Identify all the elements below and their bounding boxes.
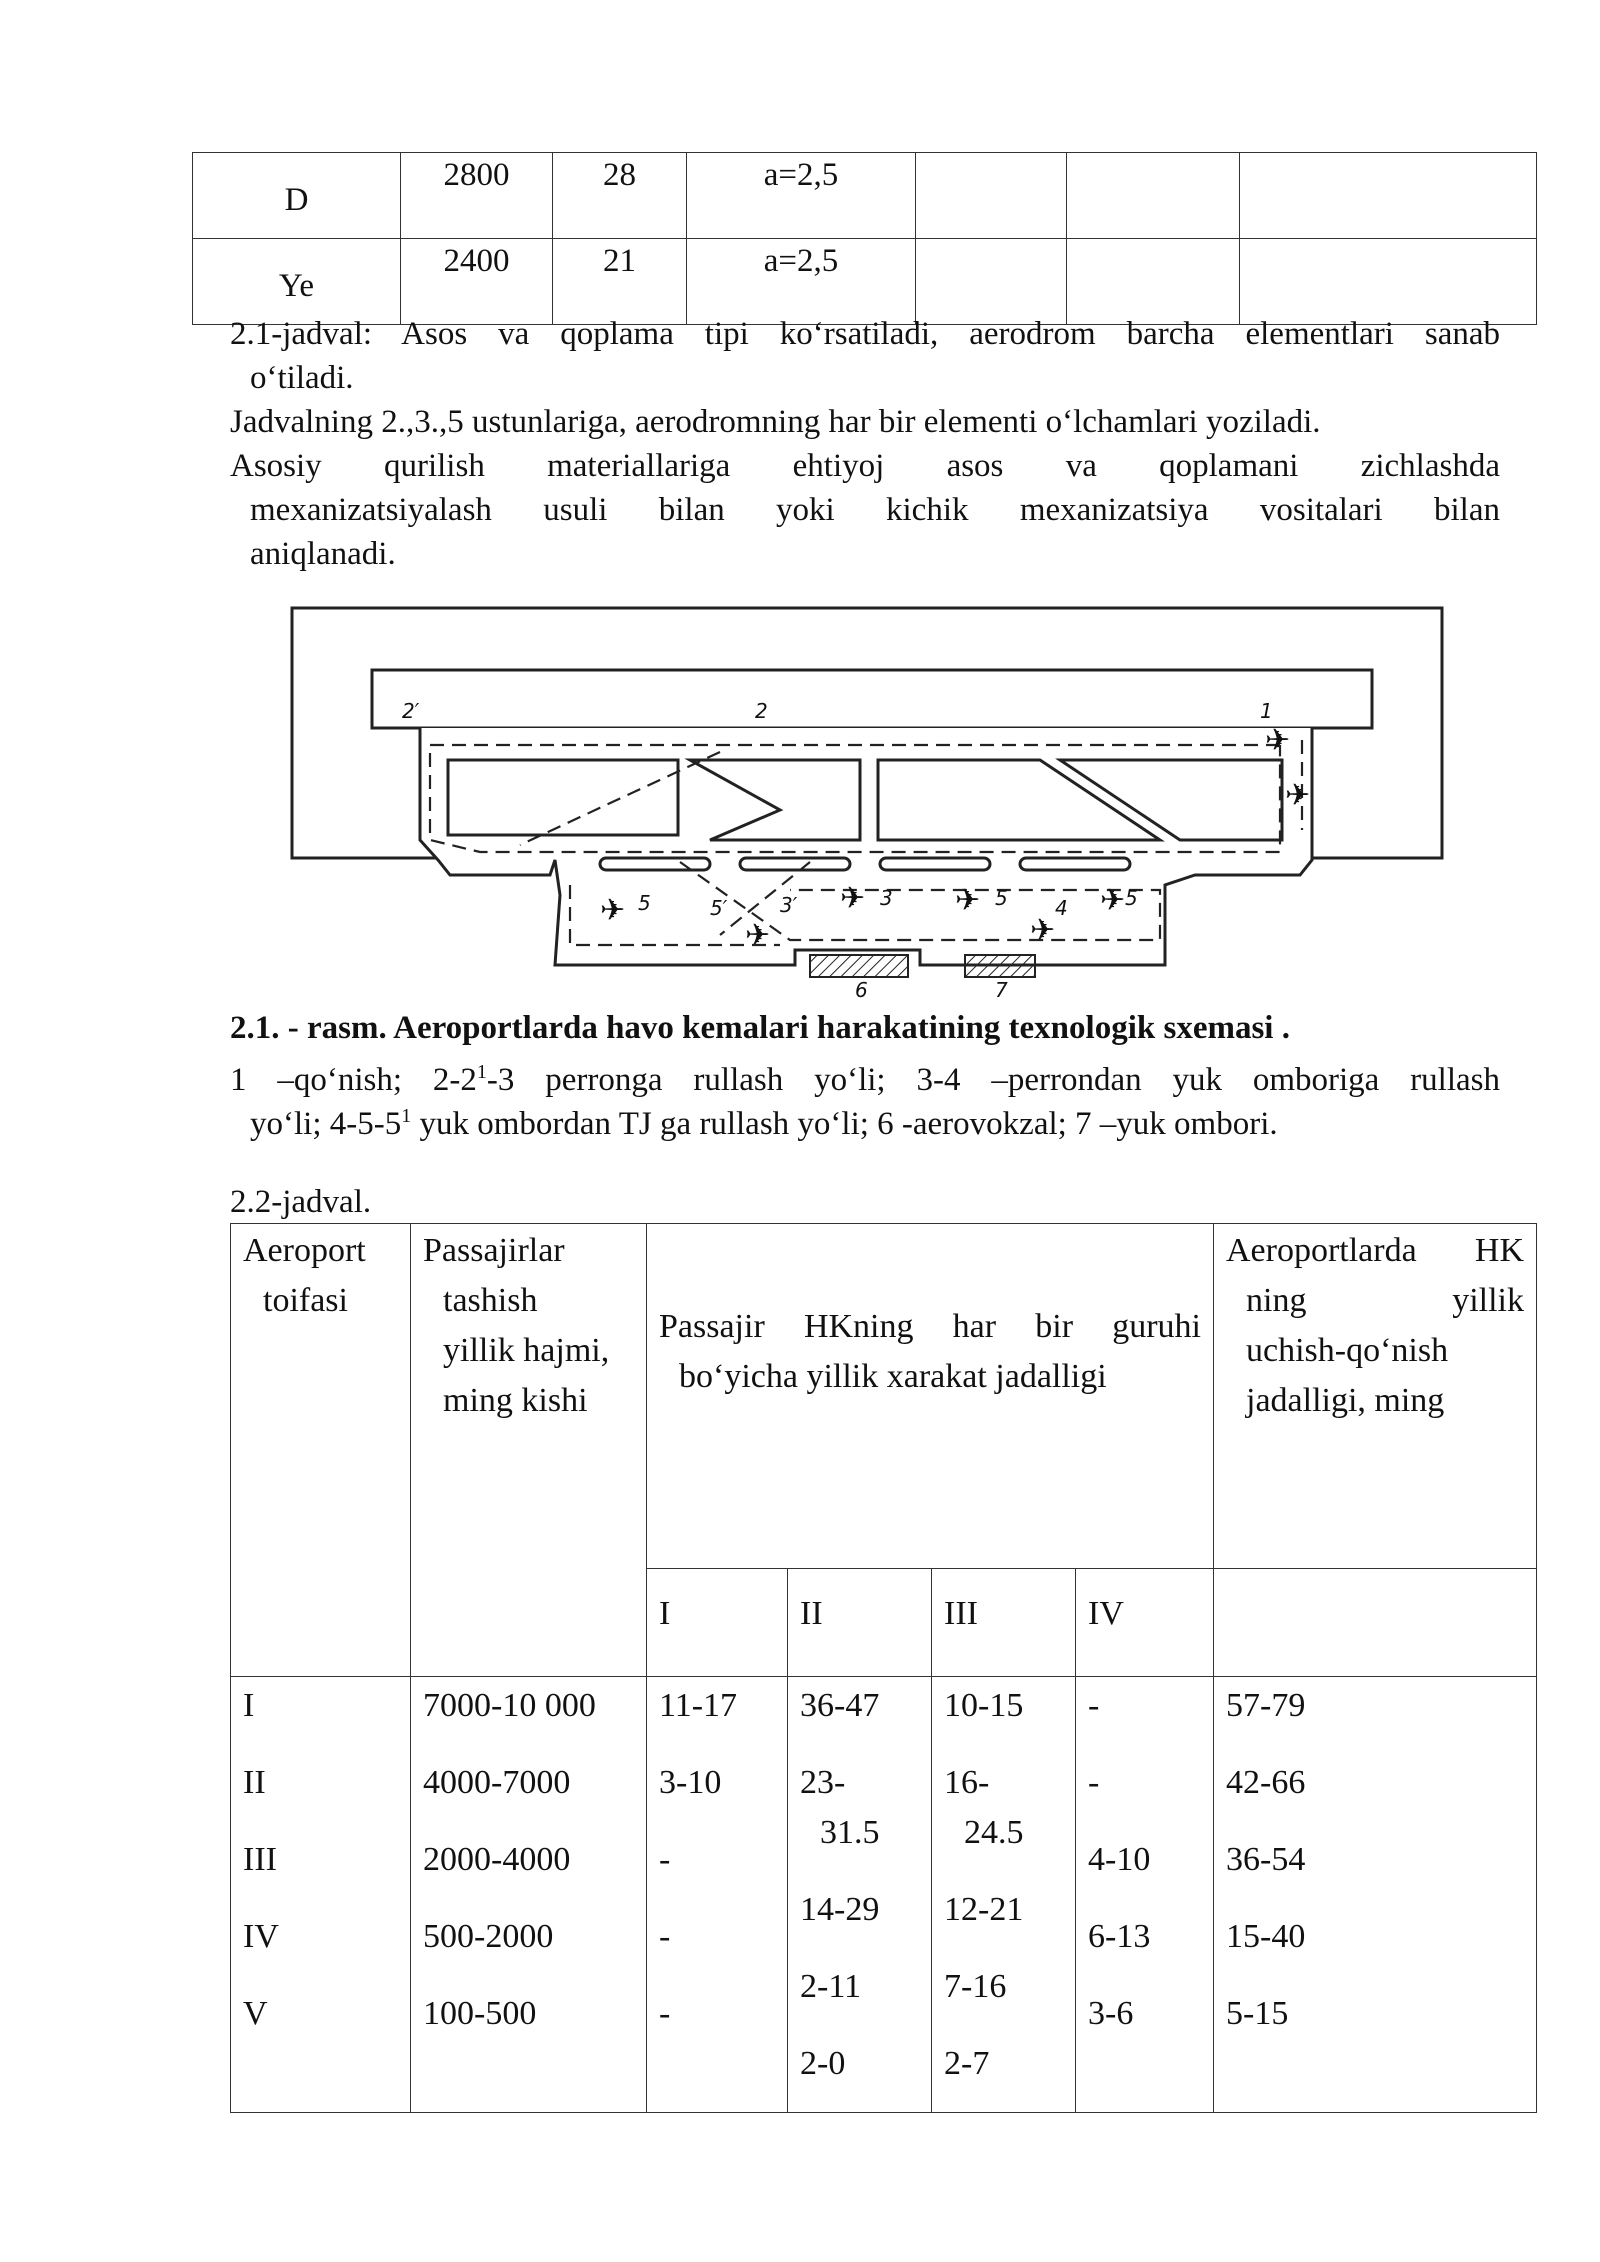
- cell-value: V: [243, 1995, 268, 2032]
- figure-label: 1: [1260, 699, 1273, 723]
- paragraph-line: o‘tiladi.: [250, 360, 354, 396]
- caption-text: 1 –qo‘nish; 2-2: [230, 1062, 477, 1098]
- cell-value: 14-29: [800, 1891, 880, 1928]
- aircraft-icon: ✈: [745, 918, 771, 953]
- table-cell: a=2,5: [687, 239, 916, 325]
- header-line: uchish-qo‘nish: [1246, 1332, 1449, 1369]
- aircraft-icon: ✈: [1030, 913, 1056, 948]
- cell-value: 500-2000: [423, 1918, 554, 1955]
- caption-text: -3 perronga rullash yo‘li; 3-4 –perrondan yuk omboriga rullash: [486, 1062, 1500, 1098]
- aircraft-icon: ✈: [840, 881, 866, 916]
- figure-label: 5: [995, 886, 1008, 910]
- body-cell-volume: [411, 1677, 647, 2113]
- cell-value: 42-66: [1226, 1764, 1306, 1801]
- terminal-building: [810, 955, 908, 977]
- figure-label: 2: [755, 699, 768, 723]
- subheader-cell: III: [932, 1569, 1076, 1677]
- figure-caption-title: 2.1. - rasm. Aeroportlarda havo kemalari harakatining texnologik sxemasi .: [230, 1010, 1290, 1046]
- subheader-cell: IV: [1076, 1569, 1214, 1677]
- cell-value: 24.5: [964, 1814, 1024, 1851]
- subheader-cell: I: [647, 1569, 788, 1677]
- figure-label: 5′: [710, 896, 728, 920]
- body-cell-group3: [932, 1677, 1076, 2113]
- header-line: tashish: [443, 1282, 538, 1319]
- airport-scheme-figure: [220, 590, 1460, 1010]
- cell-value: 16-: [944, 1764, 990, 1801]
- header-line: toifasi: [263, 1282, 348, 1319]
- cell-value: 31.5: [820, 1814, 880, 1851]
- cell-value: 11-17: [659, 1687, 738, 1724]
- subheader-cell: II: [788, 1569, 932, 1677]
- table-cell: 21: [553, 239, 687, 325]
- cell-value: IV: [243, 1918, 279, 1955]
- cell-value: 7-16: [944, 1968, 1007, 2005]
- figure-label: 5: [638, 891, 651, 915]
- paragraph-line: mexanizatsiyalash usuli bilan yoki kichik mexanizatsiya vositalari bilan: [250, 492, 1500, 528]
- table-row: [193, 153, 1537, 239]
- header-line: jadalligi, ming: [1246, 1382, 1445, 1419]
- cell-value: 5-15: [1226, 1995, 1289, 2032]
- cell-value: 23-: [800, 1764, 846, 1801]
- aircraft-icon: ✈: [1265, 723, 1291, 758]
- cell-value: II: [243, 1764, 266, 1801]
- cell-value: 57-79: [1226, 1687, 1306, 1724]
- table-cell: [916, 153, 1067, 239]
- caption-text: yuk ombordan TJ ga rullash yo‘li; 6 -aerovokzal; 7 –yuk ombori.: [411, 1106, 1278, 1142]
- cell-value: 36-54: [1226, 1841, 1306, 1878]
- cargo-warehouse: [965, 955, 1035, 977]
- table-cell: Ye: [193, 239, 401, 325]
- table-body-row: [231, 1677, 1537, 2113]
- cell-value: 2-11: [800, 1968, 862, 2005]
- cell-value: 7000-10 000: [423, 1687, 596, 1724]
- runway: [372, 670, 1372, 728]
- cell-value: 4000-7000: [423, 1764, 571, 1801]
- cell-value: 15-40: [1226, 1918, 1306, 1955]
- figure-label: 7: [995, 978, 1008, 1002]
- cell-value: -: [659, 1918, 671, 1955]
- table-2-2: [230, 1223, 1537, 2113]
- header-line: yillik hajmi,: [443, 1332, 610, 1369]
- cell-value: 4-10: [1088, 1841, 1151, 1878]
- figure-caption-line: [250, 1094, 1278, 1146]
- paragraph-line: aniqlanadi.: [250, 536, 396, 572]
- header-cell-volume: [411, 1224, 647, 1677]
- cell-value: 10-15: [944, 1687, 1024, 1724]
- header-cell-category: [231, 1224, 411, 1677]
- caption-superscript: 1: [401, 1105, 412, 1127]
- figure-label: 5: [1125, 886, 1138, 910]
- table-cell: 2800: [401, 153, 553, 239]
- header-line: Passajirlar: [423, 1232, 565, 1269]
- table-cell: a=2,5: [687, 153, 916, 239]
- aircraft-icon: ✈: [1100, 883, 1126, 918]
- table-2-1: [192, 152, 1537, 325]
- paragraph-line: Asosiy qurilish materiallariga ehtiyoj asos va qoplamani zichlashda: [230, 448, 1500, 484]
- table-cell: [1067, 153, 1240, 239]
- cell-value: -: [1088, 1764, 1100, 1801]
- cell-value: 2000-4000: [423, 1841, 571, 1878]
- aircraft-icon: ✈: [1285, 778, 1311, 813]
- header-cell-group: [647, 1224, 1214, 1569]
- cell-value: -: [659, 1841, 671, 1878]
- table-cell: 2400: [401, 239, 553, 325]
- figure-label: 4: [1055, 896, 1068, 920]
- taxiway-outline: [420, 728, 1312, 965]
- paragraph-line: Jadvalning 2.,3.,5 ustunlariga, aerodromning har bir elementi o‘lchamlari yoziladi.: [230, 404, 1321, 440]
- cell-value: III: [243, 1841, 277, 1878]
- paragraph-line: 2.1-jadval: Asos va qoplama tipi ko‘rsatiladi, aerodrom barcha elementlari sanab: [230, 316, 1500, 352]
- table-header-row: [231, 1224, 1537, 1569]
- caption-text: yo‘li; 4-5-5: [250, 1106, 402, 1142]
- figure-label: 2′: [402, 699, 420, 723]
- aircraft-icon: ✈: [955, 883, 981, 918]
- header-line: Passajir HKning har bir guruhi: [659, 1308, 1201, 1345]
- body-cell-category: [231, 1677, 411, 2113]
- figure-label: 6: [855, 978, 868, 1002]
- cell-value: 12-21: [944, 1891, 1024, 1928]
- cell-value: 2-0: [800, 2045, 846, 2082]
- cell-value: -: [659, 1995, 671, 2032]
- header-cell-total: [1214, 1224, 1537, 1569]
- header-line: ning yillik: [1246, 1282, 1524, 1319]
- cell-value: 6-13: [1088, 1918, 1151, 1955]
- cell-value: I: [243, 1687, 255, 1724]
- header-line: bo‘yicha yillik xarakat jadalligi: [679, 1358, 1107, 1395]
- header-line: Aeroportlarda HK: [1226, 1232, 1524, 1269]
- figure-label: 3′: [780, 893, 798, 917]
- body-cell-group4: [1076, 1677, 1214, 2113]
- cell-value: 3-6: [1088, 1995, 1134, 2032]
- cell-value: 100-500: [423, 1995, 537, 2032]
- caption-superscript: 1: [476, 1061, 487, 1083]
- cell-value: 2-7: [944, 2045, 990, 2082]
- cell-value: 36-47: [800, 1687, 880, 1724]
- table-cell: D: [193, 153, 401, 239]
- body-cell-total: [1214, 1677, 1537, 2113]
- cell-value: 3-10: [659, 1764, 722, 1801]
- header-line: Aeroport: [243, 1232, 366, 1269]
- table-title: 2.2-jadval.: [230, 1184, 372, 1220]
- body-cell-group1: [647, 1677, 788, 2113]
- cell-value: -: [1088, 1687, 1100, 1724]
- body-cell-group2: [788, 1677, 932, 2113]
- subheader-cell-empty: [1214, 1569, 1537, 1677]
- table-cell: [1240, 153, 1537, 239]
- figure-label: 3: [880, 886, 893, 910]
- header-line: ming kishi: [443, 1382, 588, 1419]
- aircraft-icon: ✈: [600, 893, 626, 928]
- table-cell: 28: [553, 153, 687, 239]
